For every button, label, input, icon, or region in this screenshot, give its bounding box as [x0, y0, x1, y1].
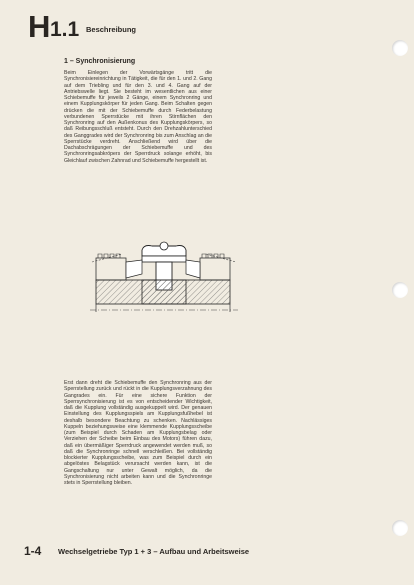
footer-title: Wechselgetriebe Typ 1 + 3 – Aufbau und Arbeitsweise — [58, 547, 250, 556]
chapter-number: 1.1 — [50, 18, 80, 41]
chapter-letter: H — [28, 9, 50, 44]
binder-hole — [392, 40, 408, 56]
binder-hole — [392, 282, 408, 298]
chapter-subtitle: Beschreibung — [86, 25, 137, 34]
section-title: 1 – Synchronisierung — [64, 58, 136, 65]
binder-hole — [392, 520, 408, 536]
synchronizer-cross-section-drawing — [82, 240, 246, 330]
footer-page-number: 1-4 — [24, 544, 42, 558]
body-paragraph-1: Beim Einlegen der Vorwärtsgänge tritt die Synchronisiereinrichtung in Tätigkeit, die für den 1. und 2. Gang auf dem Triebling und für den 3. und 4. Gang auf der Antriebswelle liegt. Sie besteht im wesentlichen aus einer Schiebemuffe für jeweils 2 Gänge, einem Synchronring und einem Kupplungskörper für jeden Gang. Beim Schalten gegen drücken die mit der Schiebemuffe durch Federbelastung verbundenen Sperrstücke mit ihren Stirnflächen den Synchronring auf den Außenkonus des Kupplungskörpers, so daß Reibungsschluß entsteht. Durch den Drehzahlunterschied des Ganggrades wird der Synchronring bis zum Anschlag an die Sperrstücke verdreht. Anschließend wird über die Dachabschrägungen der Schiebemuffe und des Synchronringsabkröpers der Sperrdruck solange erhöht, bis Gleichlauf zwischen Zahnrad und Schiebemuffe hergestellt ist. — [64, 70, 212, 164]
body-paragraph-2: Erst dann dreht die Schiebemuffe den Synchronring aus der Sperrstellung zurück und rückt in die Kupplungsverzahnung des Gangrades ein. Für eine sichere Funktion der Sperrsynchronisierung ist es von entscheidender Wichtigkeit, daß die Kupplung vollständig ausgekuppelt wird. Der genauen Einstellung des Kupplungsspiels am Kupplungsfußhebel ist deshalb besondere Beachtung zu schenken. Nachlässiges Kuppeln beziehungsweise eine klemmende Kupplungsscheibe (zum Beispiel durch Schaden am Kupplungsbelag oder Verziehen der Scheibe beim Einbau des Motors) führen dazu, daß ein übermäßiger Sperrdruck angewendet werden muß, so daß die Synchronringe schnell verschleißen. Bei vollständig blockierter Kupplungsscheibe, was zum Beispiel durch ein abgelöstes Belagstück verursacht werden kann, ist die Gangschaltung nur unter Gewalt möglich, da die Synchronisierung nicht arbeiten kann und die Synchronringe stets in Sperrstellung bleiben. — [64, 380, 212, 486]
